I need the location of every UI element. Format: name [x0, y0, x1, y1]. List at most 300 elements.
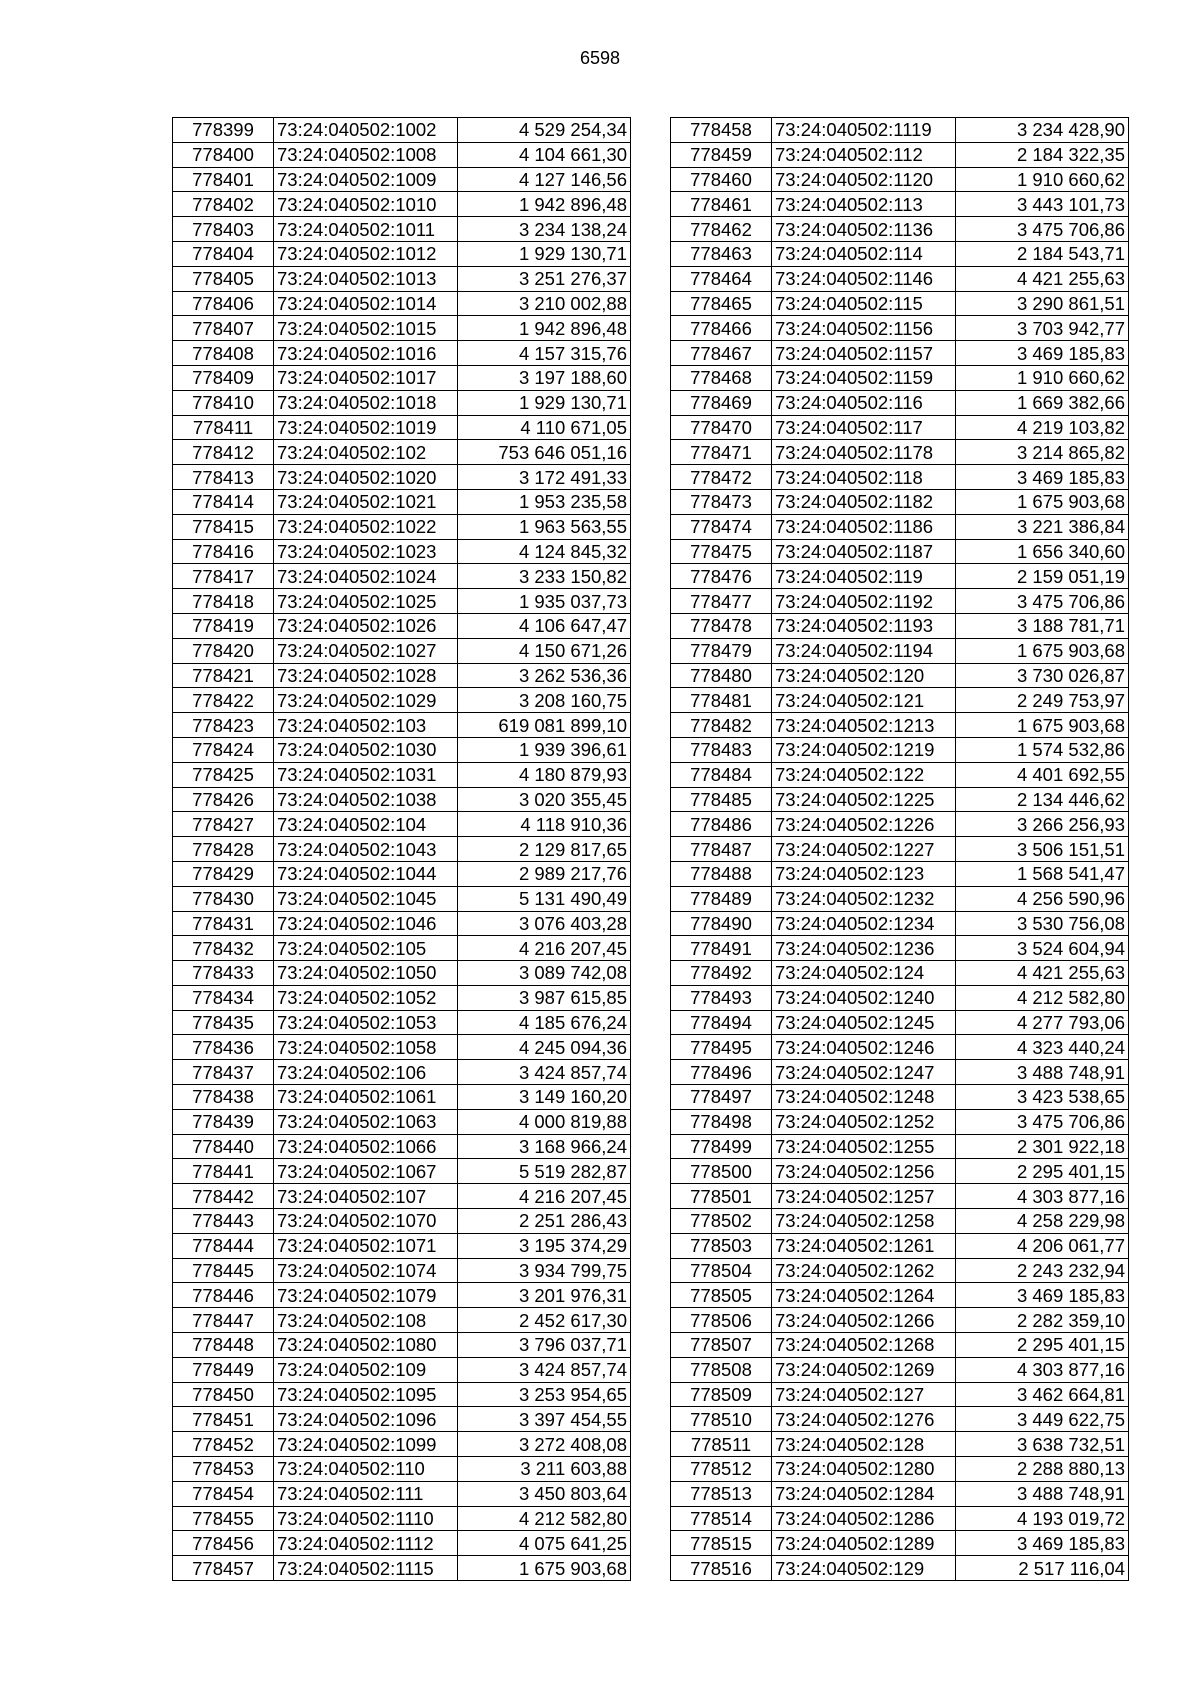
table-row: [671, 192, 1129, 217]
value-cell: 3 530 756,08: [956, 911, 1129, 936]
record-number-cell: 778499: [671, 1134, 772, 1159]
value-cell: 3 251 276,37: [458, 266, 631, 291]
record-number-cell: 778439: [173, 1109, 274, 1134]
value-cell: 2 517 116,04: [956, 1556, 1129, 1581]
cadastral-number-cell: 73:24:040502:1232: [772, 886, 956, 911]
value-cell: 3 234 428,90: [956, 118, 1129, 143]
value-cell: 1 675 903,68: [956, 638, 1129, 663]
cadastral-number-cell: 73:24:040502:1225: [772, 787, 956, 812]
table-row: [671, 1457, 1129, 1482]
table-row: [671, 812, 1129, 837]
record-number-cell: 778453: [173, 1457, 274, 1482]
value-cell: 1 929 130,71: [458, 241, 631, 266]
value-cell: 2 295 401,15: [956, 1333, 1129, 1358]
record-number-cell: 778412: [173, 440, 274, 465]
table-row: [173, 1457, 631, 1482]
value-cell: 1 675 903,68: [956, 713, 1129, 738]
value-cell: 1 929 130,71: [458, 390, 631, 415]
value-cell: 3 197 188,60: [458, 365, 631, 390]
table-row: [173, 1134, 631, 1159]
value-cell: 3 195 374,29: [458, 1233, 631, 1258]
cadastral-number-cell: 73:24:040502:1079: [274, 1283, 458, 1308]
cadastral-number-cell: 73:24:040502:1280: [772, 1457, 956, 1482]
record-number-cell: 778491: [671, 936, 772, 961]
record-number-cell: 778500: [671, 1159, 772, 1184]
record-number-cell: 778463: [671, 241, 772, 266]
record-number-cell: 778512: [671, 1457, 772, 1482]
cadastral-number-cell: 73:24:040502:1146: [772, 266, 956, 291]
value-cell: 4 216 207,45: [458, 936, 631, 961]
table-row: [173, 589, 631, 614]
cadastral-number-cell: 73:24:040502:1227: [772, 837, 956, 862]
value-cell: 3 201 976,31: [458, 1283, 631, 1308]
cadastral-number-cell: 73:24:040502:106: [274, 1060, 458, 1085]
cadastral-number-cell: 73:24:040502:1099: [274, 1432, 458, 1457]
table-row: [671, 713, 1129, 738]
cadastral-number-cell: 73:24:040502:122: [772, 762, 956, 787]
value-cell: 3 149 160,20: [458, 1085, 631, 1110]
record-number-cell: 778430: [173, 886, 274, 911]
value-cell: 4 212 582,80: [956, 985, 1129, 1010]
value-cell: 4 127 146,56: [458, 167, 631, 192]
table-row: [671, 1556, 1129, 1581]
cadastral-number-cell: 73:24:040502:128: [772, 1432, 956, 1457]
cadastral-number-cell: 73:24:040502:1284: [772, 1481, 956, 1506]
cadastral-number-cell: 73:24:040502:1095: [274, 1382, 458, 1407]
value-cell: 3 469 185,83: [956, 465, 1129, 490]
value-cell: 3 424 857,74: [458, 1357, 631, 1382]
record-number-cell: 778468: [671, 365, 772, 390]
value-cell: 3 076 403,28: [458, 911, 631, 936]
cadastral-number-cell: 73:24:040502:111: [274, 1481, 458, 1506]
record-number-cell: 778422: [173, 688, 274, 713]
record-number-cell: 778406: [173, 291, 274, 316]
value-cell: 1 963 563,55: [458, 514, 631, 539]
value-cell: 3 488 748,91: [956, 1060, 1129, 1085]
table-row: [173, 861, 631, 886]
record-number-cell: 778504: [671, 1258, 772, 1283]
record-number-cell: 778515: [671, 1531, 772, 1556]
value-cell: 3 188 781,71: [956, 613, 1129, 638]
value-cell: 3 987 615,85: [458, 985, 631, 1010]
value-cell: 3 524 604,94: [956, 936, 1129, 961]
cadastral-number-cell: 73:24:040502:1053: [274, 1010, 458, 1035]
cadastral-number-cell: 73:24:040502:1252: [772, 1109, 956, 1134]
table-row: [173, 341, 631, 366]
record-number-cell: 778421: [173, 663, 274, 688]
record-number-cell: 778441: [173, 1159, 274, 1184]
record-number-cell: 778516: [671, 1556, 772, 1581]
cadastral-number-cell: 73:24:040502:1194: [772, 638, 956, 663]
value-cell: 1 568 541,47: [956, 861, 1129, 886]
value-cell: 3 475 706,86: [956, 217, 1129, 242]
table-row: [173, 663, 631, 688]
value-cell: 3 210 002,88: [458, 291, 631, 316]
cadastral-number-cell: 73:24:040502:1031: [274, 762, 458, 787]
record-number-cell: 778460: [671, 167, 772, 192]
record-number-cell: 778503: [671, 1233, 772, 1258]
table-row: [173, 812, 631, 837]
table-row: [671, 489, 1129, 514]
value-cell: 3 266 256,93: [956, 812, 1129, 837]
record-number-cell: 778498: [671, 1109, 772, 1134]
cadastral-number-cell: 73:24:040502:1269: [772, 1357, 956, 1382]
value-cell: 1 669 382,66: [956, 390, 1129, 415]
cadastral-number-cell: 73:24:040502:103: [274, 713, 458, 738]
record-number-cell: 778428: [173, 837, 274, 862]
record-number-cell: 778508: [671, 1357, 772, 1382]
cadastral-number-cell: 73:24:040502:120: [772, 663, 956, 688]
record-number-cell: 778432: [173, 936, 274, 961]
table-row: [173, 291, 631, 316]
table-row: [671, 564, 1129, 589]
cadastral-number-cell: 73:24:040502:1255: [772, 1134, 956, 1159]
cadastral-number-cell: 73:24:040502:1071: [274, 1233, 458, 1258]
record-number-cell: 778502: [671, 1209, 772, 1234]
value-cell: 753 646 051,16: [458, 440, 631, 465]
cadastral-number-cell: 73:24:040502:1011: [274, 217, 458, 242]
record-number-cell: 778454: [173, 1481, 274, 1506]
record-number-cell: 778415: [173, 514, 274, 539]
value-cell: 4 421 255,63: [956, 961, 1129, 986]
record-number-cell: 778485: [671, 787, 772, 812]
record-number-cell: 778513: [671, 1481, 772, 1506]
table-row: [671, 167, 1129, 192]
record-number-cell: 778455: [173, 1506, 274, 1531]
cadastral-number-cell: 73:24:040502:108: [274, 1308, 458, 1333]
record-number-cell: 778399: [173, 118, 274, 143]
cadastral-number-cell: 73:24:040502:1044: [274, 861, 458, 886]
record-number-cell: 778401: [173, 167, 274, 192]
value-cell: 4 256 590,96: [956, 886, 1129, 911]
record-number-cell: 778442: [173, 1184, 274, 1209]
table-row: [671, 613, 1129, 638]
record-number-cell: 778420: [173, 638, 274, 663]
value-cell: 5 519 282,87: [458, 1159, 631, 1184]
cadastral-number-cell: 73:24:040502:1067: [274, 1159, 458, 1184]
value-cell: 3 469 185,83: [956, 1531, 1129, 1556]
value-cell: 1 953 235,58: [458, 489, 631, 514]
cadastral-number-cell: 73:24:040502:1050: [274, 961, 458, 986]
value-cell: 3 172 491,33: [458, 465, 631, 490]
record-number-cell: 778434: [173, 985, 274, 1010]
cadastral-number-cell: 73:24:040502:129: [772, 1556, 956, 1581]
cadastral-number-cell: 73:24:040502:1046: [274, 911, 458, 936]
cadastral-number-cell: 73:24:040502:1256: [772, 1159, 956, 1184]
table-row: [671, 1333, 1129, 1358]
cadastral-number-cell: 73:24:040502:1063: [274, 1109, 458, 1134]
table-row: [671, 1283, 1129, 1308]
cadastral-number-cell: 73:24:040502:1070: [274, 1209, 458, 1234]
cadastral-number-cell: 73:24:040502:113: [772, 192, 956, 217]
value-cell: 2 282 359,10: [956, 1308, 1129, 1333]
value-cell: 4 185 676,24: [458, 1010, 631, 1035]
value-cell: 4 303 877,16: [956, 1357, 1129, 1382]
table-row: [173, 1283, 631, 1308]
value-cell: 2 452 617,30: [458, 1308, 631, 1333]
cadastral-number-cell: 73:24:040502:102: [274, 440, 458, 465]
cadastral-number-cell: 73:24:040502:1112: [274, 1531, 458, 1556]
value-cell: 2 159 051,19: [956, 564, 1129, 589]
table-row: [671, 1159, 1129, 1184]
value-cell: 1 935 037,73: [458, 589, 631, 614]
cadastral-number-cell: 73:24:040502:1024: [274, 564, 458, 589]
cadastral-number-cell: 73:24:040502:1226: [772, 812, 956, 837]
table-row: [671, 638, 1129, 663]
record-number-cell: 778404: [173, 241, 274, 266]
table-row: [671, 1233, 1129, 1258]
table-row: [173, 1308, 631, 1333]
cadastral-number-cell: 73:24:040502:1027: [274, 638, 458, 663]
value-cell: 4 212 582,80: [458, 1506, 631, 1531]
record-number-cell: 778418: [173, 589, 274, 614]
cadastral-number-cell: 73:24:040502:110: [274, 1457, 458, 1482]
cadastral-number-cell: 73:24:040502:1276: [772, 1407, 956, 1432]
cadastral-number-cell: 73:24:040502:1236: [772, 936, 956, 961]
table-row: [173, 1035, 631, 1060]
record-number-cell: 778449: [173, 1357, 274, 1382]
value-cell: 3 450 803,64: [458, 1481, 631, 1506]
value-cell: 4 157 315,76: [458, 341, 631, 366]
table-row: [671, 1407, 1129, 1432]
cadastral-number-cell: 73:24:040502:1038: [274, 787, 458, 812]
cadastral-number-cell: 73:24:040502:1120: [772, 167, 956, 192]
cadastral-number-cell: 73:24:040502:1028: [274, 663, 458, 688]
value-cell: 1 574 532,86: [956, 737, 1129, 762]
record-number-cell: 778461: [671, 192, 772, 217]
value-cell: 2 184 543,71: [956, 241, 1129, 266]
value-cell: 4 075 641,25: [458, 1531, 631, 1556]
cadastral-number-cell: 73:24:040502:109: [274, 1357, 458, 1382]
table-row: [671, 390, 1129, 415]
record-number-cell: 778410: [173, 390, 274, 415]
record-number-cell: 778431: [173, 911, 274, 936]
cadastral-number-cell: 73:24:040502:1159: [772, 365, 956, 390]
value-cell: 3 290 861,51: [956, 291, 1129, 316]
value-cell: 619 081 899,10: [458, 713, 631, 738]
table-row: [173, 217, 631, 242]
value-cell: 2 249 753,97: [956, 688, 1129, 713]
record-number-cell: 778423: [173, 713, 274, 738]
table-row: [671, 440, 1129, 465]
record-number-cell: 778414: [173, 489, 274, 514]
record-number-cell: 778465: [671, 291, 772, 316]
table-row: [671, 217, 1129, 242]
table-row: [671, 118, 1129, 143]
cadastral-number-cell: 73:24:040502:123: [772, 861, 956, 886]
value-cell: 1 910 660,62: [956, 365, 1129, 390]
record-number-cell: 778496: [671, 1060, 772, 1085]
table-row: [671, 291, 1129, 316]
cadastral-number-cell: 73:24:040502:1119: [772, 118, 956, 143]
table-row: [173, 390, 631, 415]
table-row: [671, 1134, 1129, 1159]
value-cell: 2 251 286,43: [458, 1209, 631, 1234]
cadastral-number-cell: 73:24:040502:1052: [274, 985, 458, 1010]
cadastral-number-cell: 73:24:040502:1020: [274, 465, 458, 490]
table-row: [173, 1010, 631, 1035]
cadastral-number-cell: 73:24:040502:1213: [772, 713, 956, 738]
value-cell: 2 301 922,18: [956, 1134, 1129, 1159]
cadastral-number-cell: 73:24:040502:104: [274, 812, 458, 837]
record-number-cell: 778486: [671, 812, 772, 837]
record-number-cell: 778472: [671, 465, 772, 490]
value-cell: 3 168 966,24: [458, 1134, 631, 1159]
table-row: [173, 688, 631, 713]
cadastral-number-cell: 73:24:040502:1286: [772, 1506, 956, 1531]
table-row: [671, 514, 1129, 539]
record-number-cell: 778447: [173, 1308, 274, 1333]
record-number-cell: 778452: [173, 1432, 274, 1457]
table-row: [173, 911, 631, 936]
value-cell: 3 488 748,91: [956, 1481, 1129, 1506]
record-number-cell: 778436: [173, 1035, 274, 1060]
record-number-cell: 778482: [671, 713, 772, 738]
cadastral-number-cell: 73:24:040502:1058: [274, 1035, 458, 1060]
record-number-cell: 778457: [173, 1556, 274, 1581]
value-cell: 2 184 322,35: [956, 142, 1129, 167]
value-cell: 2 134 446,62: [956, 787, 1129, 812]
table-row: [671, 1258, 1129, 1283]
table-row: [671, 365, 1129, 390]
table-row: [671, 589, 1129, 614]
left-table: [172, 117, 631, 1581]
value-cell: 4 110 671,05: [458, 415, 631, 440]
value-cell: 3 506 151,51: [956, 837, 1129, 862]
table-row: [173, 713, 631, 738]
value-cell: 3 796 037,71: [458, 1333, 631, 1358]
record-number-cell: 778478: [671, 613, 772, 638]
table-row: [173, 489, 631, 514]
value-cell: 5 131 490,49: [458, 886, 631, 911]
record-number-cell: 778409: [173, 365, 274, 390]
value-cell: 1 675 903,68: [956, 489, 1129, 514]
table-row: [173, 985, 631, 1010]
record-number-cell: 778435: [173, 1010, 274, 1035]
cadastral-number-cell: 73:24:040502:1258: [772, 1209, 956, 1234]
cadastral-number-cell: 73:24:040502:1193: [772, 613, 956, 638]
table-row: [671, 241, 1129, 266]
value-cell: 3 214 865,82: [956, 440, 1129, 465]
value-cell: 2 288 880,13: [956, 1457, 1129, 1482]
table-row: [173, 886, 631, 911]
table-row: [173, 1159, 631, 1184]
cadastral-number-cell: 73:24:040502:1268: [772, 1333, 956, 1358]
record-number-cell: 778477: [671, 589, 772, 614]
right-table: [670, 117, 1129, 1581]
record-number-cell: 778426: [173, 787, 274, 812]
cadastral-number-cell: 73:24:040502:1061: [274, 1085, 458, 1110]
table-row: [671, 1209, 1129, 1234]
cadastral-number-cell: 73:24:040502:1245: [772, 1010, 956, 1035]
value-cell: 3 934 799,75: [458, 1258, 631, 1283]
cadastral-number-cell: 73:24:040502:121: [772, 688, 956, 713]
cadastral-number-cell: 73:24:040502:1262: [772, 1258, 956, 1283]
table-row: [173, 1109, 631, 1134]
table-row: [671, 737, 1129, 762]
record-number-cell: 778411: [173, 415, 274, 440]
cadastral-number-cell: 73:24:040502:1257: [772, 1184, 956, 1209]
record-number-cell: 778427: [173, 812, 274, 837]
record-number-cell: 778407: [173, 316, 274, 341]
record-number-cell: 778488: [671, 861, 772, 886]
cadastral-number-cell: 73:24:040502:1187: [772, 539, 956, 564]
table-row: [173, 1382, 631, 1407]
table-row: [173, 465, 631, 490]
record-number-cell: 778511: [671, 1432, 772, 1457]
table-row: [173, 1481, 631, 1506]
table-row: [671, 663, 1129, 688]
cadastral-number-cell: 73:24:040502:1182: [772, 489, 956, 514]
value-cell: 3 469 185,83: [956, 341, 1129, 366]
value-cell: 1 939 396,61: [458, 737, 631, 762]
value-cell: 3 233 150,82: [458, 564, 631, 589]
table-row: [671, 861, 1129, 886]
cadastral-number-cell: 73:24:040502:1156: [772, 316, 956, 341]
record-number-cell: 778484: [671, 762, 772, 787]
table-row: [671, 316, 1129, 341]
record-number-cell: 778450: [173, 1382, 274, 1407]
value-cell: 2 129 817,65: [458, 837, 631, 862]
table-row: [173, 1085, 631, 1110]
cadastral-number-cell: 73:24:040502:1080: [274, 1333, 458, 1358]
value-cell: 3 703 942,77: [956, 316, 1129, 341]
record-number-cell: 778405: [173, 266, 274, 291]
table-row: [671, 1060, 1129, 1085]
cadastral-number-cell: 73:24:040502:1066: [274, 1134, 458, 1159]
cadastral-number-cell: 73:24:040502:1026: [274, 613, 458, 638]
record-number-cell: 778471: [671, 440, 772, 465]
record-number-cell: 778505: [671, 1283, 772, 1308]
table-row: [173, 1506, 631, 1531]
cadastral-number-cell: 73:24:040502:1019: [274, 415, 458, 440]
record-number-cell: 778417: [173, 564, 274, 589]
record-number-cell: 778492: [671, 961, 772, 986]
table-row: [173, 365, 631, 390]
table-row: [173, 613, 631, 638]
cadastral-number-cell: 73:24:040502:1234: [772, 911, 956, 936]
table-row: [173, 737, 631, 762]
record-number-cell: 778448: [173, 1333, 274, 1358]
table-row: [173, 514, 631, 539]
value-cell: 3 221 386,84: [956, 514, 1129, 539]
value-cell: 3 234 138,24: [458, 217, 631, 242]
cadastral-number-cell: 73:24:040502:1013: [274, 266, 458, 291]
cadastral-number-cell: 73:24:040502:1247: [772, 1060, 956, 1085]
value-cell: 3 020 355,45: [458, 787, 631, 812]
cadastral-number-cell: 73:24:040502:1261: [772, 1233, 956, 1258]
cadastral-number-cell: 73:24:040502:124: [772, 961, 956, 986]
value-cell: 4 258 229,98: [956, 1209, 1129, 1234]
cadastral-number-cell: 73:24:040502:118: [772, 465, 956, 490]
record-number-cell: 778445: [173, 1258, 274, 1283]
cadastral-number-cell: 73:24:040502:1074: [274, 1258, 458, 1283]
cadastral-number-cell: 73:24:040502:107: [274, 1184, 458, 1209]
record-number-cell: 778489: [671, 886, 772, 911]
record-number-cell: 778456: [173, 1531, 274, 1556]
value-cell: 4 219 103,82: [956, 415, 1129, 440]
table-row: [173, 1060, 631, 1085]
cadastral-number-cell: 73:24:040502:1043: [274, 837, 458, 862]
table-row: [671, 886, 1129, 911]
record-number-cell: 778481: [671, 688, 772, 713]
record-number-cell: 778408: [173, 341, 274, 366]
cadastral-number-cell: 73:24:040502:112: [772, 142, 956, 167]
table-row: [671, 911, 1129, 936]
record-number-cell: 778487: [671, 837, 772, 862]
cadastral-number-cell: 73:24:040502:114: [772, 241, 956, 266]
table-row: [671, 1506, 1129, 1531]
